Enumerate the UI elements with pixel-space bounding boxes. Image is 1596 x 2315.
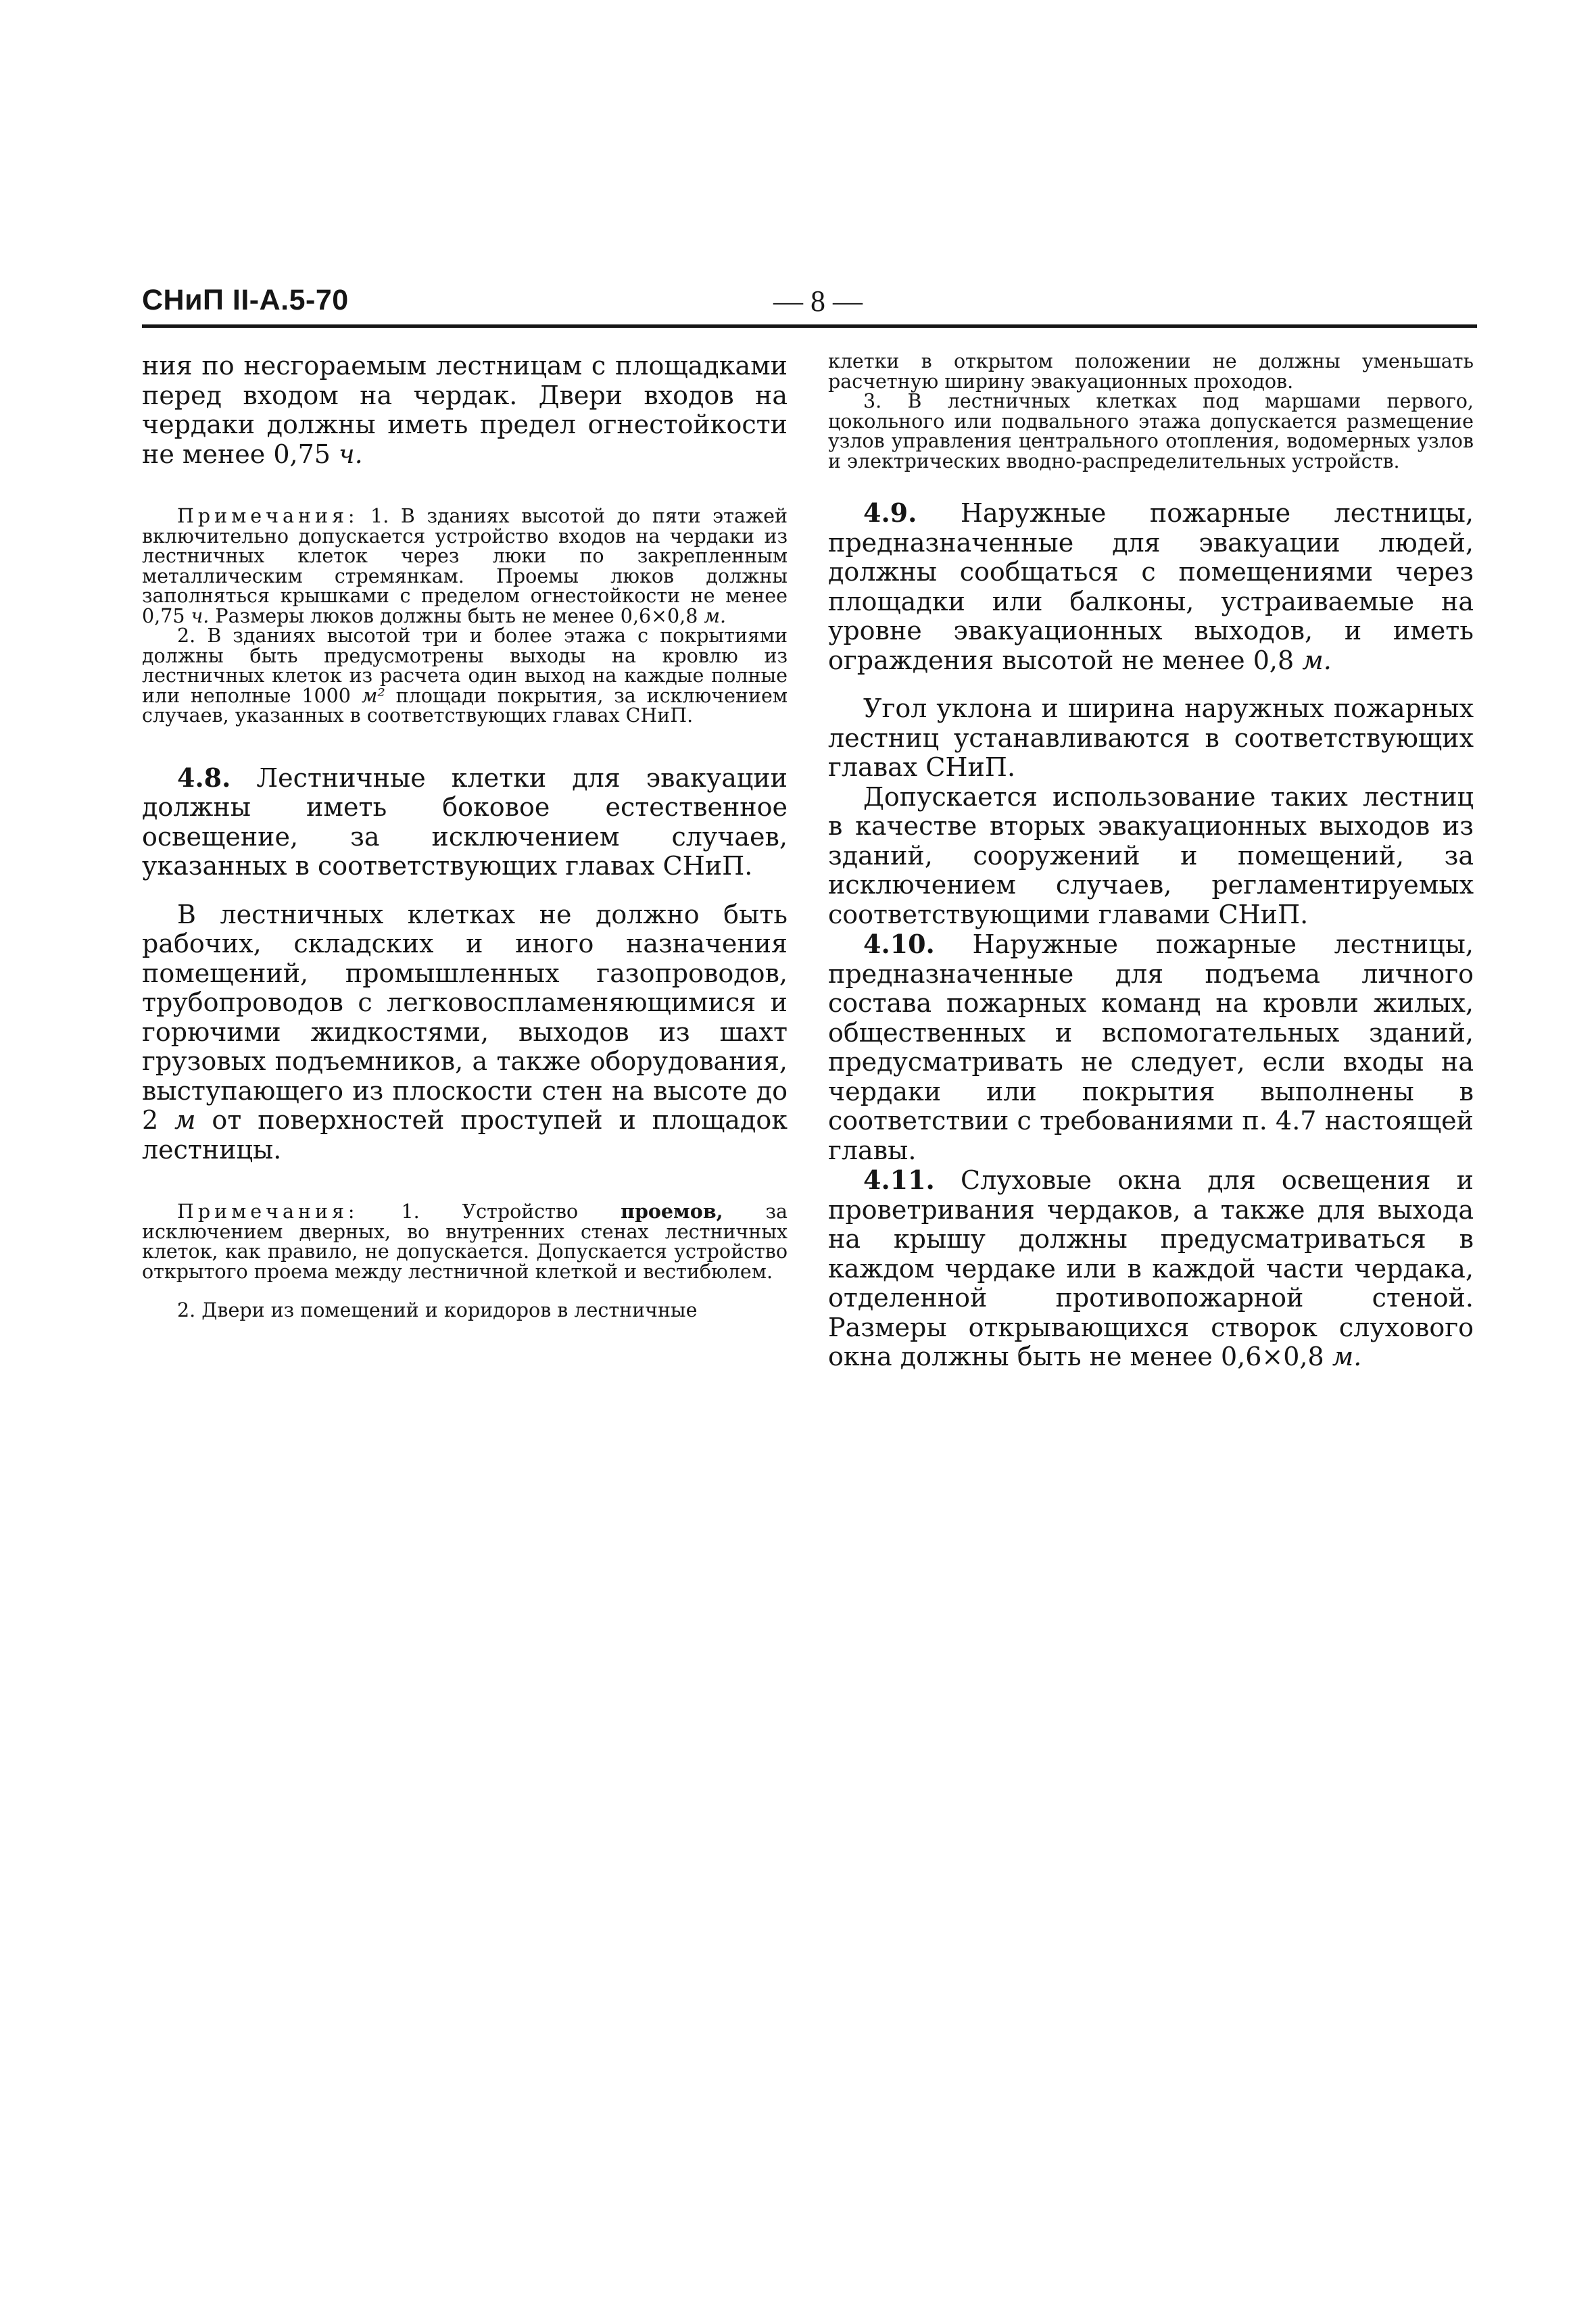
section-4-8: 4.8. Лестничные клетки для эвакуации должны иметь боковое естественное освещение, за исключением случаев, указанных в соответствующих главах СНиП. — [142, 762, 788, 881]
notes-block-2-note-1: Примечания: 1. Устройство проемов, за исключением дверных, во внутренних стенах лестничных клеток, как правило, не допускается. Допускается устройство открытого проема между лестничной клеткой и вестибюлем. — [142, 1200, 788, 1283]
section-number: 4.9. — [863, 497, 917, 528]
section-4-11: 4.11. Слуховые окна для освещения и проветривания чердаков, а также для выхода на крышу должны предусматриваться в каждом чердаке или в каждой части чердака, отделенной противопожарной стеной. Размеры открывающихся створок слухового окна должны быть не менее 0,6×0,8 м. — [828, 1165, 1474, 1371]
header-rule — [142, 324, 1477, 328]
section-number: 4.11. — [863, 1165, 935, 1195]
paragraph-continuation: ния по несгораемым лестницам с площадками перед входом на чердак. Двери входов на чердаки должны иметь предел огнестойкости не менее 0,75 ч. — [142, 351, 788, 469]
notes-label: Примечания: — [177, 1200, 359, 1223]
document-code: СНиП II-А.5-70 — [142, 284, 349, 316]
notes-block-1-note-1: Примечания: 1. В зданиях высотой до пяти этажей включительно допускается устройство входов на чердаки из лестничных клеток через люки по закрепленным металлическим стремянкам. Проемы люков должны заполняться крышками с пределом огнестойкости не менее 0,75 ч. Размеры люков должны быть не менее 0,6×0,8 м. — [142, 505, 788, 627]
section-number: 4.10. — [863, 929, 935, 959]
notes-block-2-note-2: 2. Двери из помещений и коридоров в лестничные — [177, 1299, 698, 1321]
section-4-9: 4.9. Наружные пожарные лестницы, предназначенные для эвакуации людей, должны сообщаться с помещениями через площадки или балконы, устраиваемые на уровне эвакуационных выходов, и иметь ограждения высотой не менее 0,8 м. — [828, 497, 1474, 675]
notes-block-2-note-3: 3. В лестничных клетках под маршами первого, цокольного или подвального этажа допускается размещение узлов управления центрального отопления, водомерных узлов и электрических вводно-распределительных устройств. — [828, 390, 1474, 472]
section-4-10: 4.10. Наружные пожарные лестницы, предназначенные для подъема личного состава пожарных команд на кровли жилых, общественных и вспомогательных зданий, предусматривать не следует, если входы на чердаки или покрытия выполнены в соответствии с требованиями п. 4.7 настоящей главы. — [828, 929, 1474, 1165]
section-4-8-paragraph-2: В лестничных клетках не должно быть рабочих, складских и иного назначения помещений, промышленных газопроводов, трубопроводов с легковоспламеняющимися и горючими жидкостями, выходов из шахт грузовых подъемников, а также оборудования, выступающего из плоскости стен на высоте до 2 м от поверхностей проступей и площадок лестницы. — [142, 899, 788, 1165]
notes-block-1-note-2: 2. В зданиях высотой три и более этажа с покрытиями должны быть предусмотрены выходы на кровлю из лестничных клеток из расчета один выход на каждые полные или неполные 1000 м² площади покрытия, за исключением случаев, указанных в соответствующих главах СНиП. — [142, 625, 788, 727]
page-number: — 8 — — [773, 285, 863, 318]
section-number: 4.8. — [177, 762, 231, 793]
page-header — [142, 284, 1477, 326]
section-4-9-paragraph-2: Угол уклона и ширина наружных пожарных лестниц устанавливаются в соответствующих главах СНиП. — [828, 693, 1474, 782]
left-column — [142, 351, 788, 1321]
notes-label: Примечания: — [177, 505, 359, 527]
notes-block-2-note-2-continuation: клетки в открытом положении не должны уменьшать расчетную ширину эвакуационных проходов. — [828, 350, 1474, 393]
section-4-9-paragraph-3: Допускается использование таких лестниц в качестве вторых эвакуационных выходов из зданий, сооружений и помещений, за исключением случаев, регламентируемых соответствующими главами СНиП. — [828, 781, 1474, 929]
right-column — [828, 351, 1474, 1372]
